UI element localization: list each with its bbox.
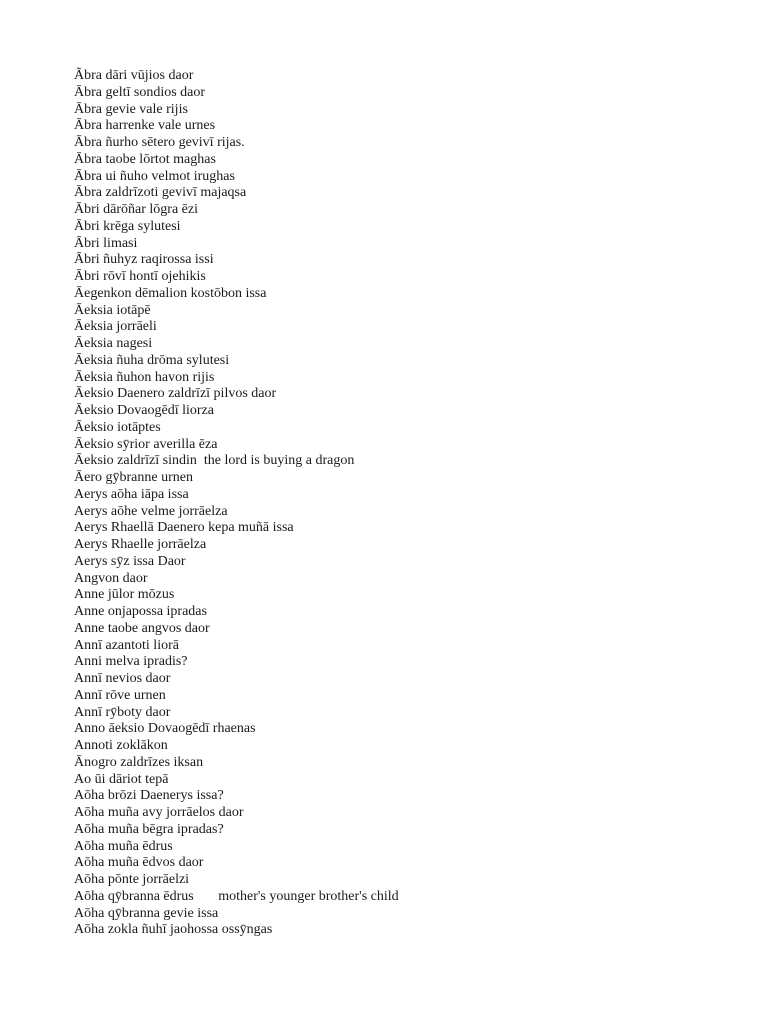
phrase-line: Aōha brōzi Daenerys issa? xyxy=(74,788,224,804)
phrase-line: Angvon daor xyxy=(74,570,148,586)
phrase-line: Ābra taobe lōrtot maghas xyxy=(74,151,216,167)
phrase-line: Āero gȳbranne urnen xyxy=(74,470,193,485)
phrase-line: Ābri krēga sylutesi xyxy=(74,218,181,234)
phrase-line: Anni melva ipradis? xyxy=(74,654,188,670)
phrase-line: Ābri dārōñar lōgra ēzi xyxy=(74,202,198,217)
phrase-line: Anne taobe angvos daor xyxy=(74,620,210,636)
phrase-line: Annī nevios daor xyxy=(74,671,171,686)
phrase-line: Aōha qȳbranna ēdrus mother's younger brother's child xyxy=(74,888,399,904)
phrase-line: Aōha muña ēdvos daor xyxy=(74,855,204,871)
phrase-line: Ānogro zaldrīzes iksan xyxy=(74,754,204,770)
phrase-line: Ābra gevie vale rijis xyxy=(74,101,188,117)
phrase-line: Aōha pōnte jorrāelzi xyxy=(74,872,190,887)
phrase-line: Aerys Rhaellā Daenero kepa muñā issa xyxy=(74,520,294,536)
phrase-line: Ābri rōvī hontī ojehikis xyxy=(74,269,206,284)
phrase-line: Ao ūi dāriot tepā xyxy=(74,771,169,787)
phrase-line: Āegenkon dēmalion kostōbon issa xyxy=(74,285,267,301)
phrase-line: Ābri limasi xyxy=(74,235,138,251)
phrase-line: Aerys sȳz issa Daor xyxy=(74,553,186,569)
phrase-line: Aerys aōhe velme jorrāelza xyxy=(74,503,228,519)
phrase-line: Aōha muña ēdrus xyxy=(74,838,173,854)
phrase-line: Āeksia ñuha drōma sylutesi xyxy=(74,352,230,368)
phrase-line: Ābra geltī sondios daor xyxy=(74,84,206,100)
phrase-line: Anno āeksio Dovaogēdī rhaenas xyxy=(74,721,256,737)
phrase-line: Annī rȳboty daor xyxy=(74,704,171,720)
phrase-line: Ābra ui ñuho velmot irughas xyxy=(74,168,235,184)
phrase-line: Aōha qȳbranna gevie issa xyxy=(74,905,219,921)
phrase-line: Ābra zaldrīzoti gevivī majaqsa xyxy=(74,185,247,201)
phrase-line: Anne onjapossa ipradas xyxy=(74,604,207,619)
phrase-line: Anne jūlor mōzus xyxy=(74,587,175,603)
phrase-line: Ābra harrenke vale urnes xyxy=(74,118,216,134)
phrase-line: Aōha muña avy jorrāelos daor xyxy=(74,805,244,820)
phrase-line: Aerys aōha iāpa issa xyxy=(74,486,189,502)
phrase-list xyxy=(74,68,399,939)
phrase-line: Āeksio Daenero zaldrīzī pilvos daor xyxy=(74,386,277,402)
phrase-line: Ābri ñuhyz raqirossa issi xyxy=(74,252,214,268)
phrase-line: Āeksia nagesi xyxy=(74,336,153,351)
phrase-line: Āeksia jorrāeli xyxy=(74,319,157,335)
phrase-line: Ãbra dāri vūjios daor xyxy=(74,68,194,83)
phrase-line: Āeksio zaldrīzī sindin the lord is buying a dragon xyxy=(74,453,355,469)
phrase-line: Āeksio Dovaogēdī liorza xyxy=(74,403,214,418)
phrase-line: Aōha zokla ñuhī jaohossa ossȳngas xyxy=(74,922,273,938)
phrase-line: Annoti zoklākon xyxy=(74,738,168,753)
phrase-line: Aōha muña bēgra ipradas? xyxy=(74,821,224,837)
phrase-line: Ābra ñurho sētero gevivī rijas. xyxy=(74,135,245,150)
phrase-line: Annī rōve urnen xyxy=(74,687,166,703)
phrase-line: Āeksio iotāptes xyxy=(74,419,161,435)
phrase-line: Āeksia iotāpē xyxy=(74,302,151,318)
phrase-line: Āeksio sȳrior averilla ēza xyxy=(74,436,218,452)
phrase-line: Annī azantoti liorā xyxy=(74,637,179,653)
phrase-line: Āeksia ñuhon havon rijis xyxy=(74,369,215,385)
phrase-line: Aerys Rhaelle jorrāelza xyxy=(74,537,207,552)
